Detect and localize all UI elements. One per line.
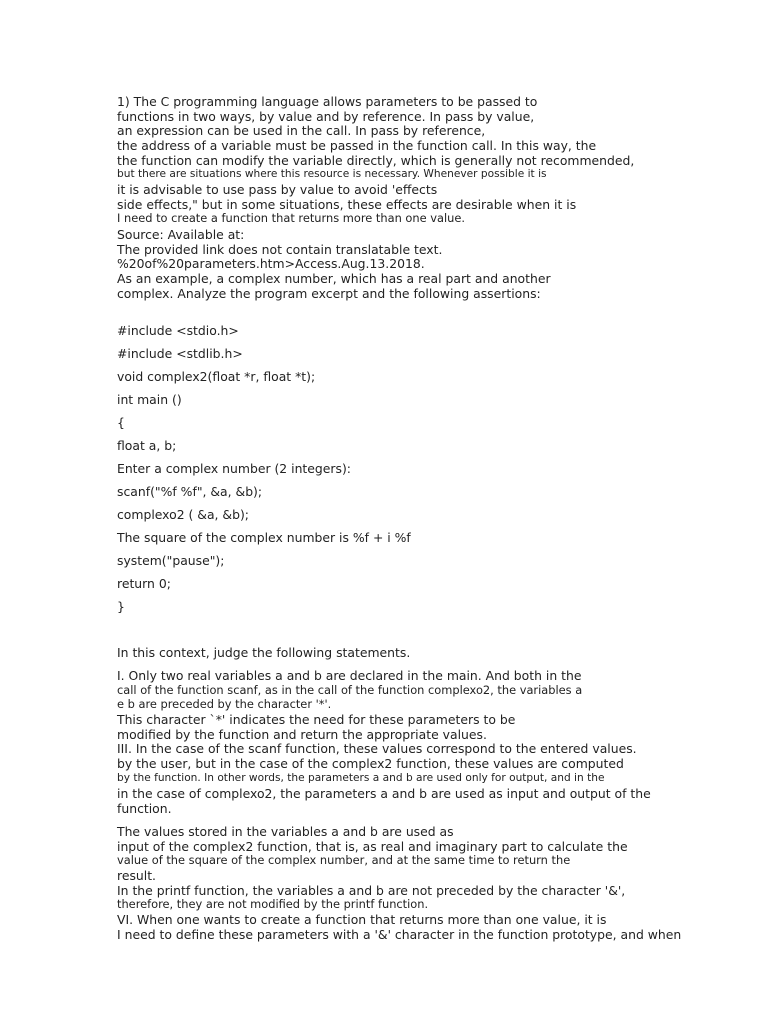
intro-line: the function can modify the variable directly, which is generally not recommended, [117,153,635,168]
intro-line: 1) The C programming language allows parameters to be passed to [117,94,538,109]
statement-line: VI. When one wants to create a function that returns more than one value, it is [117,912,607,927]
code-line: #include <stdlib.h> [117,346,243,361]
code-line: scanf("%f %f", &a, &b); [117,484,263,499]
intro-line: it is advisable to use pass by value to avoid 'effects [117,182,438,197]
context-heading: In this context, judge the following statements. [117,645,411,660]
code-line: system("pause"); [117,553,225,568]
statement-line: function. [117,801,172,816]
statement-line: modified by the function and return the appropriate values. [117,727,487,742]
source-label: Source: Available at: [117,227,245,242]
statement-line: by the function. In other words, the parameters a and b are used only for output, and in the [117,772,605,784]
intro-line: complex. Analyze the program excerpt and the following assertions: [117,286,541,301]
intro-line: the address of a variable must be passed in the function call. In this way, the [117,138,597,153]
statement-line: I. Only two real variables a and b are declared in the main. And both in the [117,668,582,683]
code-line: The square of the complex number is %f + i %f [117,530,411,545]
intro-line: The provided link does not contain translatable text. [117,242,443,257]
code-line: #include <stdio.h> [117,323,239,338]
statement-line: This character `*' indicates the need for these parameters to be [117,712,516,727]
code-line: } [117,599,125,614]
intro-line: side effects," but in some situations, these effects are desirable when it is [117,197,577,212]
statement-line: value of the square of the complex number, and at the same time to return the [117,853,571,867]
statement-line: In the printf function, the variables a and b are not preceded by the character '&', [117,883,626,898]
statement-line: call of the function scanf, as in the call of the function complexo2, the variables a [117,683,583,697]
intro-line: functions in two ways, by value and by reference. In pass by value, [117,109,535,124]
statement-line: by the user, but in the case of the complex2 function, these values are computed [117,756,624,771]
statement-line: in the case of complexo2, the parameters a and b are used as input and output of the [117,786,651,801]
intro-line: As an example, a complex number, which has a real part and another [117,271,551,286]
code-line: float a, b; [117,438,177,453]
code-line: { [117,415,125,430]
statement-line: The values stored in the variables a and b are used as [117,824,454,839]
intro-line: but there are situations where this resource is necessary. Whenever possible it is [117,168,547,180]
source-link: %20of%20parameters.htm>Access.Aug.13.2018. [117,256,425,271]
statement-line: I need to define these parameters with a '&' character in the function prototype, and when [117,927,682,942]
code-line: int main () [117,392,182,407]
code-line: return 0; [117,576,171,591]
intro-line: an expression can be used in the call. In pass by reference, [117,123,486,138]
statement-line: input of the complex2 function, that is, as real and imaginary part to calculate the [117,839,628,854]
code-line: Enter a complex number (2 integers): [117,461,351,476]
statement-line: e b are preceded by the character '*'. [117,697,332,711]
statement-line: III. In the case of the scanf function, these values correspond to the entered values. [117,741,637,756]
intro-line: I need to create a function that returns more than one value. [117,211,465,225]
code-line: void complex2(float *r, float *t); [117,369,316,384]
statement-line: therefore, they are not modified by the printf function. [117,897,429,911]
code-line: complexo2 ( &a, &b); [117,507,249,522]
statement-line: result. [117,868,156,883]
